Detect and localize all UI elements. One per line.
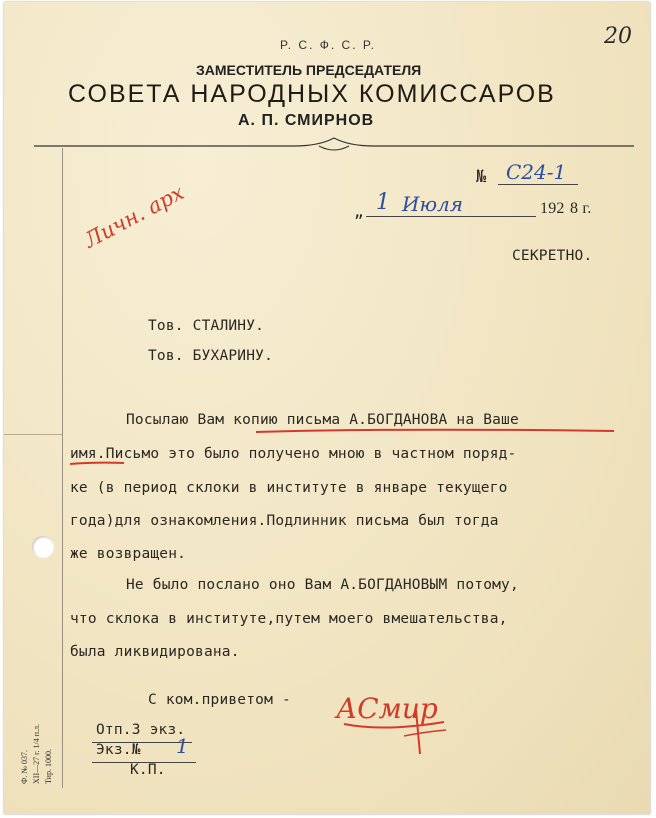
date-underline [366,216,536,217]
margin-rule [62,148,63,788]
body-line-8: была ликвидирована. [70,644,240,660]
number-underline [498,184,578,185]
fold-line [4,434,62,435]
date-year-suffix: 8 г. [570,200,592,217]
body-line-1: Посылаю Вам копию письма А.БОГДАНОВА на Ваше [126,412,519,428]
red-underlines [64,422,624,472]
body-line-2: имя.Письмо это было получено мною в частном поряд- [70,446,517,462]
addressee-1: Тов. СТАЛИНУ. [148,318,265,334]
number-value: С24-1 [506,160,567,184]
letterhead-position: ЗАМЕСТИТЕЛЬ ПРЕДСЕДАТЕЛЯ [196,62,422,78]
number-label: № [476,167,487,187]
body-line-7: что склока в институте,путем моего вмешательства, [70,611,508,627]
page-number: 20 [604,24,632,49]
date-day: 1 [376,190,390,215]
secrecy-mark: СЕКРЕТНО. [512,248,593,264]
document-page [4,2,650,814]
date-year-prefix: 192 [540,200,565,217]
closing: С ком.приветом - [148,692,291,708]
date-quote: „ [354,202,364,221]
letterhead-republic: Р. С. Ф. С. Р. [280,38,376,52]
printer-info-2: XII—27 г. 1/4 п.л. [32,724,41,784]
copies-copy-number: 1 [176,734,189,758]
addressee-2: Тов. БУХАРИНУ. [148,348,274,364]
copies-copy-label: Экз.№ [96,742,141,758]
body-line-4: года)для ознакомления.Подлинник письма был тогда [70,513,499,529]
letterhead-council: СОВЕТА НАРОДНЫХ КОМИССАРОВ [68,80,556,108]
copies-sent: Отп.3 экз. [96,722,186,738]
printer-info-3: Тир. 1000. [44,749,53,784]
letterhead-rule [34,134,634,156]
signature-stroke [334,702,464,762]
body-line-5: же возвращен. [70,546,187,562]
letterhead-name: А. П. СМИРНОВ [238,112,375,129]
date-month: Июля [402,192,464,216]
copies-kp: К.П. [130,762,166,778]
punch-hole [32,536,54,558]
signature: АСмир [336,692,438,725]
printer-info-1: Ф. № 037. [20,750,29,784]
body-line-3: ке (в период склоки в институте в январе текущего [70,480,508,496]
margin-note: Личн. арх [80,180,188,253]
body-line-6: Не было послано оно Вам А.БОГДАНОВЫМ потому, [126,577,519,593]
